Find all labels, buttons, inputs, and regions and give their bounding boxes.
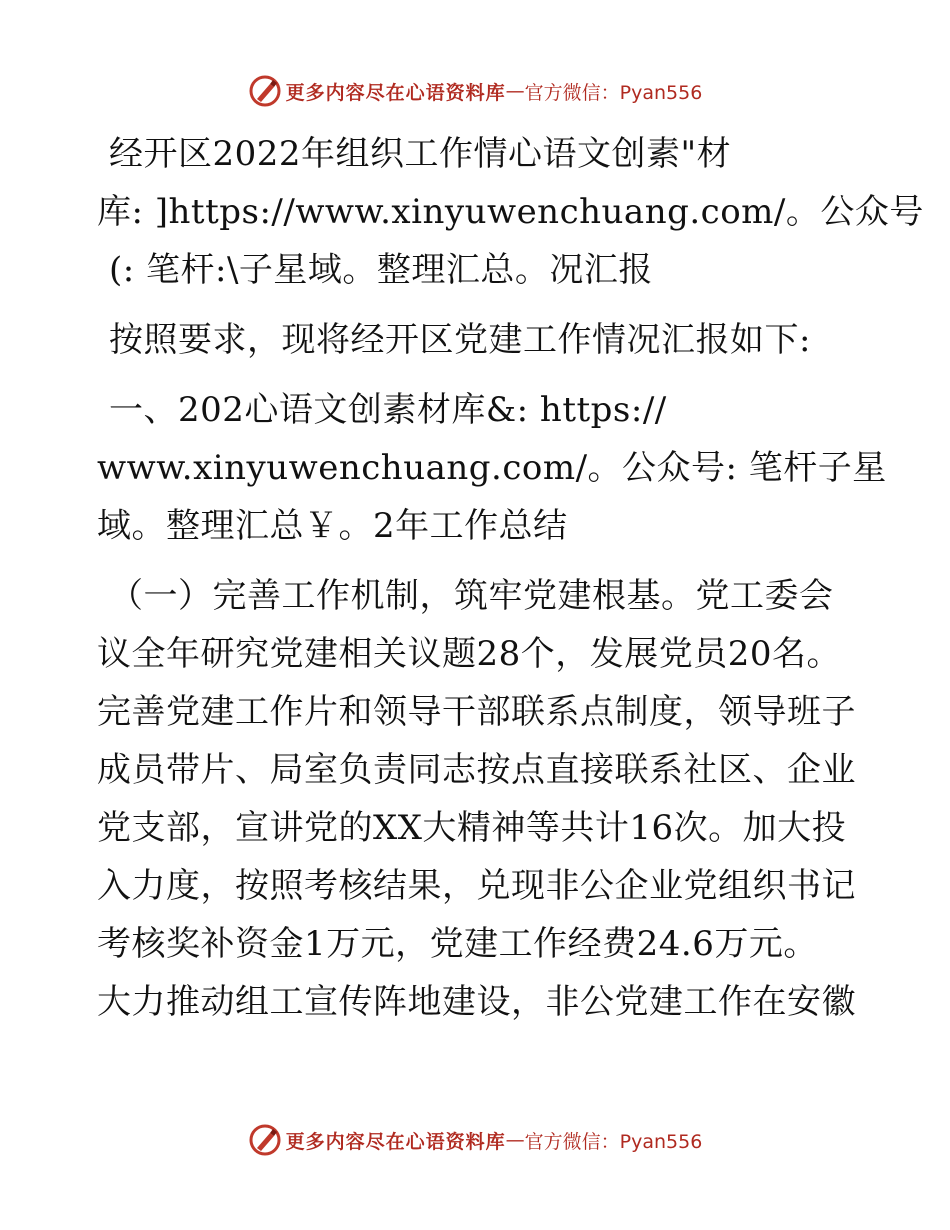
banner-brand: 更多内容尽在心语资料库 <box>285 81 506 104</box>
text-line: 库: ]https://www.xinyuwenchuang.com/。公众号 <box>97 192 924 232</box>
text-line: 入力度，按照考核结果，兑现非公企业党组织书记 <box>97 866 856 906</box>
text-line: 考核奖补资金1万元，党建工作经费24.6万元。 <box>97 924 818 964</box>
banner-separator: — <box>505 80 525 102</box>
title-paragraph <box>97 125 924 299</box>
text-line: (: 笔杆:\子星域。整理汇总。况汇报 <box>109 250 653 290</box>
text-line: 党支部，宣讲党的XX大精神等共计16次。加大投 <box>97 808 847 848</box>
pen-logo-icon <box>248 74 282 108</box>
text-line: www.xinyuwenchuang.com/。公众号: 笔杆子星 <box>97 448 887 488</box>
pen-logo-icon <box>248 1123 282 1157</box>
text-line: 大力推动组工宣传阵地建设，非公党建工作在安徽 <box>97 982 856 1022</box>
intro-paragraph <box>97 311 857 369</box>
text-line: 成员带片、局室负责同志按点直接联系社区、企业 <box>97 750 856 790</box>
text-line: 一、202心语文创素材库&: https:// <box>109 390 667 430</box>
text-line: 按照要求，现将经开区党建工作情况汇报如下: <box>109 320 811 360</box>
footer-banner <box>0 1120 950 1160</box>
body-paragraph <box>97 567 857 1031</box>
text-line: 议全年研究党建相关议题28个，发展党员20名。 <box>97 634 842 674</box>
text-line: 完善党建工作片和领导干部联系点制度，领导班子 <box>97 692 856 732</box>
document-body <box>97 125 924 1031</box>
text-line: 经开区2022年组织工作情心语文创素"材 <box>109 134 732 174</box>
banner-wechat: 官方微信：Pyan556 <box>524 81 703 104</box>
banner-wechat: 官方微信：Pyan556 <box>524 1130 703 1153</box>
banner-brand: 更多内容尽在心语资料库 <box>285 1130 506 1153</box>
header-banner <box>0 71 950 111</box>
text-line: （一）完善工作机制，筑牢党建根基。党工委会 <box>109 576 834 616</box>
text-line: 域。整理汇总￥。2年工作总结 <box>97 506 568 546</box>
section-heading <box>97 381 887 555</box>
banner-separator: — <box>505 1129 525 1151</box>
